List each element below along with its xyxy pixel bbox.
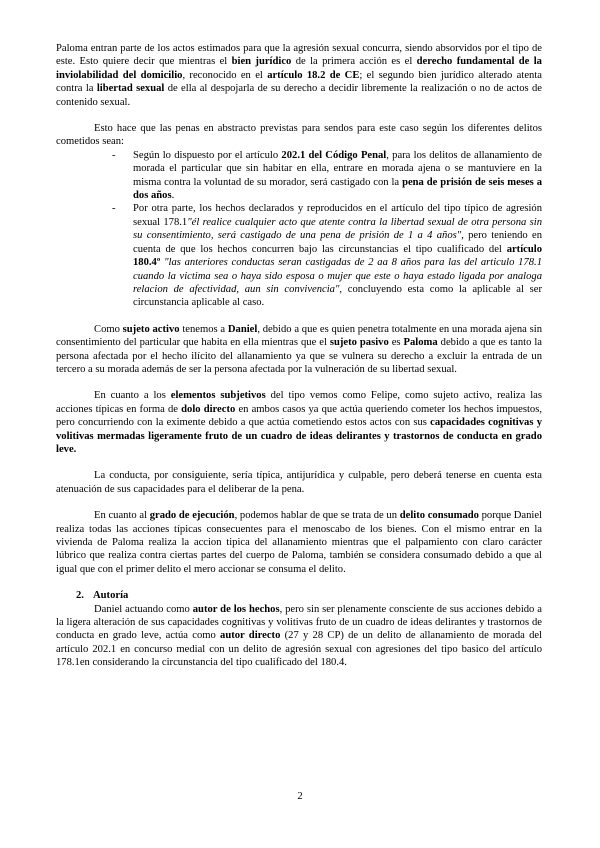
paragraph-conducta: La conducta, por consiguiente, sería típica, antijurídica y culpable, pero deberá tenerse en cuenta esta atenuación de sus capacidades para el deliberar de la pena. [56,470,542,495]
bold-term: dolo directo [181,403,236,415]
paragraph-elementos-subjetivos: En cuanto a los elementos subjetivos del tipo vemos como Felipe, como sujeto activo, realiza las acciones típicas en forma de dolo directo en ambos casos ya que actúa queriendo cometer los hechos impuestos, pero concurriendo con la eximente debido a que actúa cometiendo estos actos con sus capacidades cognitivas y volitivas mermadas ligeramente fruto de un cuadro de ideas delirantes y trastornos de conducta en grado leve. [56,390,543,455]
bold-term: artículo 18.2 de CE [267,69,360,81]
bold-term: libertad sexual [96,83,165,95]
bold-term: elementos subjetivos [170,390,266,402]
paragraph-autoria: Daniel actuando como autor de los hechos, pero sin ser plenamente consciente de sus acciones debido a la ligera alteración de sus capacidades cognitivas y volitivas fruto de un cuadro de ideas delirantes y trastornos de conducta en grado leve, actúa como autor directo (27 y 28 CP) de un delito de allanamiento de morada del artículo 202.1 en concurso medial con un delito de agresión sexual con agresiones del tipo basico del artículo 178.1en considerando la circunstancia del tipo cualificado del 180.4. [56,603,543,669]
bold-term: artículo 180.4º [133,243,542,269]
italic-quote: "las anteriores conductas seran castigadas de 2 aa 8 años para las del articulo 178.1 cuando la victima sea o haya sido esposa o mujer que este o haya estado ligada por analoga relacion de afectividad, aun sin convivencia" [133,257,542,295]
bold-term: derecho fundamental de la inviolabilidad del domicilio [56,56,542,81]
bold-term: bien jurídico [231,56,292,68]
bold-term: sujeto activo [122,323,180,335]
document-page [56,42,542,670]
penas-list [56,149,542,310]
list-item: - Por otra parte, los hechos declarados y reproducidos en el artículo del tipo típico de agresión sexual 178.1"él realice cualquier acto que atente contra la libertad sexual de otra persona sin su consentimiento, será castigado de una pena de prisión de 1 a 4 años", pero teniendo en cuenta de que los hechos concurren bajo las circunstancias el tipo cualificado del artículo 180.4º "las anteriores conductas seran castigadas de 2 aa 8 años para las del articulo 178.1 cuando la victima sea o haya sido esposa o mujer que este o haya estado ligada por analoga relacion de afectividad, aun sin convivencia", concluyendo esta como la aplicable al ser circunstancia aplicable al caso. [133,202,542,309]
bold-term: capacidades cognitivas y volitivas mermadas ligeramente fruto de un cuadro de ideas delirantes y trastornos de conducta en grado leve. [56,417,542,455]
paragraph-grado-ejecucion: En cuanto al grado de ejecución, podemos hablar de que se trata de un delito consumado porque Daniel realiza todas las acciones típicas consecuentes para el menoscabo de los bienes. Con el mismo entrar en la vivienda de Paloma realiza la accion tipica del allanamiento mientras que el palpamiento con claro carácter lúbrico que realiza contra ciertas partes del cuerpo de Paloma, también se considera consumado debido a que al igual que con el primer delito el mero accionar se consuma el delito. [56,510,542,575]
section-number: 2. [76,590,84,602]
list-item: - Según lo dispuesto por el artículo 202.1 del Código Penal, para los delitos de allanamiento de morada el particular que sin habitar en ella, entrare en morada ajena o se mantuviere en la misma contra la voluntad de su morador, será castigado con la pena de prisión de seis meses a dos años. [133,149,542,203]
paragraph-penas-intro: Esto hace que las penas en abstracto previstas para sendos para este caso según los diferentes delitos cometidos sean: [56,123,542,148]
bold-term: delito consumado [399,510,479,522]
paragraph-bien-juridico: Paloma entran parte de los actos estimados para que la agresión sexual concurra, siendo absorvidos por el tipo de este. Esto quiere decir que mientras el bien jurídico de la primera acción es el derecho fundamental de la inviolabilidad del domicilio, reconocido en el artículo 18.2 de CE; el segundo bien jurídico alterado atenta contra la libertad sexual de ella al despojarla de su derecho a decidir libremente la realización o no de actos de contenido sexual. [56,43,542,108]
bold-term: 202.1 del Código Penal [281,149,387,161]
bold-term: sujeto pasivo [329,337,389,349]
page-number: 2 [297,791,303,802]
bold-term: autor directo [220,630,281,642]
bold-term: Daniel [227,323,258,335]
section-title: Autoría [93,590,129,602]
bold-term: grado de ejecución [149,510,235,522]
bold-term: pena de prisión de seis meses a dos años [133,176,542,202]
paragraph-sujetos: Como sujeto activo tenemos a Daniel, debido a que es quien penetra totalmente en una morada ajena sin consentimiento del particular que habita en ella mientras que el sujeto pasivo es Paloma debido a que es tanto la persona afectada por el hecho ilícito del allanamiento ya que se vulnera su derecho a excluir la entrada de un tercero a su morada además de ser la persona afectada por la vulneración de su libertad sexual. [56,323,543,375]
bold-term: Paloma [403,337,438,349]
section-heading-autoria [56,589,542,602]
italic-quote: "él realice cualquier acto que atente contra la libertad sexual de otra persona sin su consentimiento, será castigado de una pena de prisión de 1 a 4 años" [133,216,542,242]
bold-term: autor de los hechos [192,603,280,615]
